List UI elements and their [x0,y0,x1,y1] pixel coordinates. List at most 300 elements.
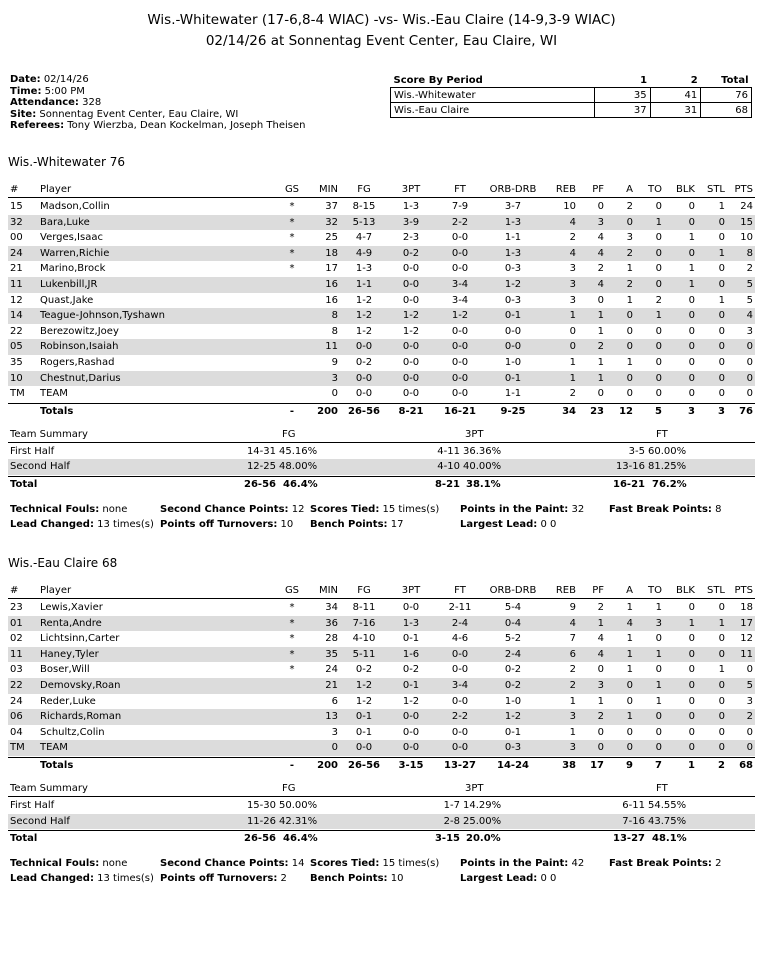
totals-cell: 26-56 [348,760,380,771]
misc-stat [160,858,304,869]
misc-stat-value: 12 [288,504,305,515]
table-cell: 3 [331,372,338,384]
totals-cell: 3-15 [398,760,424,771]
table-cell: 0 [626,325,633,337]
totals-cell: 14-24 [497,760,529,771]
table-cell: * [289,648,295,660]
table-cell: 0 [626,372,633,384]
summary-ft-pct: 43.75% [648,815,687,827]
totals-rule [8,403,755,404]
table-cell: 0-0 [355,372,373,384]
table-cell: 1 [655,216,662,228]
table-cell: 1 [688,232,695,244]
misc-stat-value: 13 times(s) [93,519,154,530]
totals-cell: 38 [562,760,576,771]
score-row-home: Wis.-Whitewater 35 41 76 [391,88,752,103]
table-cell: 1 [688,617,695,629]
table-cell: 0-0 [451,664,469,676]
table-cell: 36 [325,617,338,629]
summary-rule [8,442,755,443]
table-cell: 1 [597,372,604,384]
table-cell: * [289,247,295,259]
table-cell: 4 [597,247,604,259]
misc-stat-value: 15 times(s) [379,504,440,515]
game-attendance: 328 [82,97,102,108]
totals-cell: 3 [688,405,695,417]
misc-stat-label: Bench Points: [310,519,388,530]
column-header: # [10,585,19,596]
table-cell: 10 [563,201,576,212]
table-cell: 0 [626,341,633,353]
table-cell: 8-11 [352,602,376,613]
table-cell: 7-16 [352,617,376,629]
table-cell: 7-9 [451,201,469,212]
table-cell: 32 [10,216,23,228]
table-cell: 0-2 [402,247,420,259]
table-cell: 0-0 [402,357,420,368]
table-cell: 0 [718,726,725,738]
table-cell: 4 [597,279,604,290]
table-cell: 0 [688,695,695,707]
table-cell: 0 [688,325,695,337]
table-cell: 0 [655,263,662,275]
table-cell: 8-15 [352,201,376,212]
totals-cell: 200 [317,405,338,417]
column-header: STL [706,585,725,596]
table-cell: 2 [626,279,633,290]
summary-row-label: Second Half [10,461,70,473]
table-cell: 0-2 [504,664,522,676]
table-cell: 0-0 [355,742,373,754]
summary-fg-header: FG [282,428,296,440]
summary-total-fg-pct: 46.4% [283,479,318,490]
table-cell: 1-1 [355,279,373,290]
table-cell: Quast,Jake [40,294,94,306]
table-cell: 0 [746,357,753,368]
column-header: REB [555,184,576,195]
table-cell: 0-1 [504,372,522,384]
column-header: A [626,585,633,596]
table-cell: 0 [688,201,695,212]
summary-fg: 11-26 [246,815,276,827]
summary-total-fg-pct: 46.4% [283,833,318,845]
table-cell: 2 [569,232,576,244]
table-cell: 22 [10,680,23,691]
table-cell: 1 [655,648,662,660]
table-cell: 0 [655,664,662,676]
table-cell: 0 [655,325,662,337]
table-cell: 0 [597,742,604,754]
table-cell: 0 [718,310,725,322]
table-cell: 1 [718,294,725,306]
table-cell: 0-0 [451,388,469,400]
table-cell: 1 [569,726,576,738]
table-cell: * [289,201,295,212]
table-cell: Marino,Brock [40,263,106,275]
table-cell: 0-0 [402,726,420,738]
table-cell: Reder,Luke [40,695,96,707]
table-cell: 0-2 [504,680,522,691]
table-cell: TEAM [40,742,68,754]
table-cell: 3 [569,263,576,275]
table-cell: 1 [626,664,633,676]
table-cell: 1-2 [355,294,373,306]
totals-cell: 16-21 [444,405,476,417]
summary-total-3pt: 8-21 [434,479,460,490]
misc-stat-label: Points in the Paint: [460,858,569,870]
table-cell: 0 [655,711,662,723]
misc-stat-value: 15 times(s) [379,858,440,870]
table-cell: 2-3 [402,232,420,244]
score-by-period-header: Score By Period 1 2 Total [393,74,749,86]
summary-3pt-header: 3PT [465,428,484,440]
summary-fg: 12-25 [246,461,276,473]
table-cell: 2 [655,294,662,306]
misc-stat [160,519,293,530]
table-cell: 10 [740,232,753,244]
misc-stat-value: 0 0 [537,873,557,885]
table-cell: 0-0 [402,372,420,384]
table-cell: 3-7 [504,201,522,212]
table-cell: 2 [626,201,633,212]
summary-total-label: Total [10,833,38,845]
summary-ft: 7-16 [622,815,645,827]
table-cell: TEAM [40,388,68,400]
misc-stat-label: Scores Tied: [310,504,380,515]
game-time: 5:00 PM [44,85,85,97]
table-cell: 1 [626,648,633,660]
column-header: ORB-DRB [489,184,537,195]
table-cell: 4 [597,232,604,244]
table-cell: 0 [746,742,753,754]
table-cell: 0-1 [402,680,420,691]
table-cell: 0-0 [355,341,373,353]
table-cell: 0-0 [355,388,373,400]
totals-cell: 13-27 [444,760,476,771]
table-cell: 0 [569,325,576,337]
table-cell: 12 [10,294,23,306]
misc-stat-value: 14 [288,858,305,870]
table-cell: 0 [626,388,633,400]
table-cell: 0-2 [402,664,420,676]
table-cell: 3-4 [451,294,469,306]
summary-3pt: 4-10 [437,461,460,473]
table-cell: 9 [569,602,576,613]
summary-total-3pt-pct: 38.1% [466,479,501,490]
table-cell: Boser,Will [40,664,90,676]
table-cell: Robinson,Isaiah [40,341,119,353]
misc-stat [460,858,584,869]
header-rule [8,598,755,599]
table-cell: 0-4 [504,617,522,629]
table-cell: 0-1 [355,726,373,738]
table-cell: 0 [626,726,633,738]
table-cell: 1 [718,247,725,259]
table-cell: 1-3 [402,201,420,212]
summary-ft-header: FT [656,783,668,794]
misc-stat-label: Lead Changed: [10,873,94,885]
table-cell: 2 [746,263,753,275]
table-cell: 3 [597,680,604,691]
team-summary-label: Team Summary [10,783,88,794]
table-cell: 0 [655,279,662,290]
table-cell: 0 [718,372,725,384]
misc-stat-value: 10 [387,873,404,885]
table-cell: 03 [10,664,23,676]
column-header: BLK [676,184,695,195]
table-cell: 18 [325,247,338,259]
summary-row-label: First Half [10,800,55,811]
table-cell: 25 [325,232,338,244]
column-header: PTS [734,184,753,195]
table-cell: 5-13 [352,216,376,228]
table-cell: 3 [746,695,753,707]
misc-stat [460,519,556,530]
table-cell: 1 [626,633,633,645]
table-cell: 0 [688,388,695,400]
table-cell: 0-0 [402,279,420,290]
summary-ft: 3-5 [628,445,645,457]
column-header: Player [40,585,72,596]
table-cell: Lukenbill,JR [40,279,98,290]
totals-rule [8,757,755,758]
table-cell: 2-4 [451,617,469,629]
table-cell: 01 [10,617,23,629]
table-cell: 5 [746,294,753,306]
game-referees: Tony Wierzba, Dean Kockelman, Joseph Theisen [67,120,306,131]
team-heading: Wis.-Whitewater 76 [8,155,126,169]
table-cell: 0 [626,310,633,322]
table-cell: 18 [740,602,753,613]
column-header: GS [284,585,300,596]
table-cell: 0-0 [451,247,469,259]
table-cell: 0-1 [504,310,522,322]
table-cell: 0-0 [451,357,469,368]
table-cell: 4-9 [355,247,373,259]
misc-stat [310,858,439,869]
table-cell: * [289,602,295,613]
column-header: BLK [676,585,695,596]
table-cell: * [289,232,295,244]
table-cell: 0 [746,372,753,384]
totals-cell: 5 [655,405,662,417]
table-cell: 0-0 [451,232,469,244]
table-cell: 0 [688,680,695,691]
table-cell: 0-0 [402,711,420,723]
table-cell: 8 [331,325,338,337]
game-date: 02/14/26 [43,74,89,85]
summary-3pt: 1-7 [443,800,460,811]
misc-stat-label: Second Chance Points: [160,504,289,515]
table-cell: 0-3 [504,263,522,275]
table-cell: 24 [10,247,23,259]
table-cell: 10 [10,372,23,384]
table-cell: 0-0 [504,325,522,337]
summary-total-ft-pct: 76.2% [652,479,687,490]
table-cell: 0 [655,247,662,259]
table-cell: 1 [569,310,576,322]
column-header: A [626,184,633,195]
table-cell: 6 [331,695,338,707]
column-header: MIN [318,585,338,596]
misc-stat-label: Lead Changed: [10,519,94,530]
table-cell: 1-1 [504,232,522,244]
table-cell: * [289,617,295,629]
table-cell: 0 [569,341,576,353]
table-cell: 1 [569,357,576,368]
table-cell: 4 [569,216,576,228]
table-cell: Teague-Johnson,Tyshawn [40,310,165,322]
table-cell: 00 [10,232,23,244]
table-cell: 1 [718,201,725,212]
misc-stat-value: 2 [711,858,722,870]
summary-fg-header: FG [282,783,296,794]
table-cell: 1 [655,680,662,691]
table-cell: 0 [688,247,695,259]
table-cell: 13 [325,711,338,723]
table-cell: 16 [325,294,338,306]
column-header: FT [454,184,466,195]
summary-row-label: Second Half [10,815,70,827]
summary-3pt-header: 3PT [465,783,484,794]
table-cell: 1-2 [355,695,373,707]
table-cell: 0 [718,232,725,244]
table-cell: 2-2 [451,711,469,723]
totals-cell: 8-21 [398,405,424,417]
table-cell: 0-0 [402,388,420,400]
table-cell: 0 [655,341,662,353]
table-cell: 3 [655,617,662,629]
table-cell: 0 [688,357,695,368]
misc-stat-label: Largest Lead: [460,873,538,885]
column-header: Player [40,184,72,195]
table-cell: 0-0 [402,742,420,754]
totals-cell: 23 [590,405,604,417]
table-cell: 0 [626,216,633,228]
table-cell: 0 [718,602,725,613]
table-cell: 1 [688,279,695,290]
table-cell: 3 [569,279,576,290]
table-cell: 0 [718,742,725,754]
summary-total-fg: 26-56 [244,479,276,490]
misc-stat-value: 8 [711,504,722,515]
summary-ft-header: FT [656,428,668,440]
header-rule [8,197,755,198]
table-cell: 05 [10,341,23,353]
table-cell: 12 [740,633,753,645]
table-cell: Verges,Isaac [40,232,103,244]
misc-stat-label: Fast Break Points: [609,504,712,515]
summary-total-3pt: 3-15 [434,833,460,845]
table-cell: 0 [688,602,695,613]
misc-stat-value: 0 0 [537,519,557,530]
table-cell: 0 [688,216,695,228]
table-cell: 11 [10,648,23,660]
summary-ft-pct: 60.00% [648,445,687,457]
table-cell: 4 [597,633,604,645]
table-cell: 1-2 [355,325,373,337]
table-cell: 1-2 [402,310,420,322]
summary-total-label: Total [10,479,38,490]
summary-total-3pt-pct: 20.0% [466,833,501,845]
table-cell: 0 [626,680,633,691]
totals-cell: Totals [40,760,74,771]
score-row-away: Wis.-Eau Claire 37 31 68 [391,103,752,118]
summary-ft: 6-11 [622,800,645,811]
column-header: FT [454,585,466,596]
table-cell: 3 [569,711,576,723]
summary-3pt: 4-11 [437,445,460,457]
column-header: STL [706,184,725,195]
table-cell: 0-1 [504,726,522,738]
table-cell: 4-10 [352,633,376,645]
table-cell: TM [10,388,25,400]
table-cell: 11 [325,341,338,353]
column-header: MIN [318,184,338,195]
summary-row-label: First Half [10,445,55,457]
table-cell: 1 [569,372,576,384]
misc-stat-value: 13 times(s) [93,873,154,885]
totals-cell: 2 [718,760,725,771]
table-cell: 0 [718,263,725,275]
misc-stat [10,519,154,530]
table-cell: 0-0 [451,726,469,738]
table-cell: 3 [597,216,604,228]
table-cell: 0 [688,742,695,754]
table-cell: 1-6 [402,648,420,660]
table-cell: 0 [331,742,338,754]
misc-stat [160,504,304,515]
table-cell: 0 [597,294,604,306]
totals-cell: 26-56 [348,405,380,417]
misc-stat-label: Fast Break Points: [609,858,712,870]
misc-stat [310,504,439,515]
table-cell: 06 [10,711,23,723]
table-cell: 1-2 [451,310,469,322]
table-cell: 1 [718,664,725,676]
table-cell: Chestnut,Darius [40,372,121,384]
misc-stat-value: 2 [277,873,287,885]
table-cell: Renta,Andre [40,617,102,629]
table-cell: 0-0 [451,372,469,384]
table-cell: 3-4 [451,279,469,290]
column-header: GS [284,184,300,195]
summary-fg: 15-30 [246,800,276,811]
table-cell: 15 [10,201,23,212]
totals-cell: 1 [688,760,695,771]
summary-total-rule [8,830,755,831]
totals-cell: Totals [40,405,74,417]
table-cell: TM [10,742,25,754]
summary-ft: 13-16 [615,461,645,473]
table-cell: 11 [10,279,23,290]
table-cell: 1 [626,294,633,306]
totals-cell: 34 [562,405,576,417]
table-cell: 0-0 [451,648,469,660]
table-cell: 1 [655,695,662,707]
table-cell: 6 [569,648,576,660]
summary-total-ft: 16-21 [613,479,645,490]
misc-stat [10,858,127,869]
table-cell: Bara,Luke [40,216,90,228]
table-cell: 0 [655,633,662,645]
table-cell: 17 [325,263,338,275]
table-cell: 2-2 [451,216,469,228]
table-cell: 2-11 [448,602,472,613]
table-cell: 2 [597,711,604,723]
table-cell: 0 [655,726,662,738]
misc-stat-value: 17 [387,519,404,530]
